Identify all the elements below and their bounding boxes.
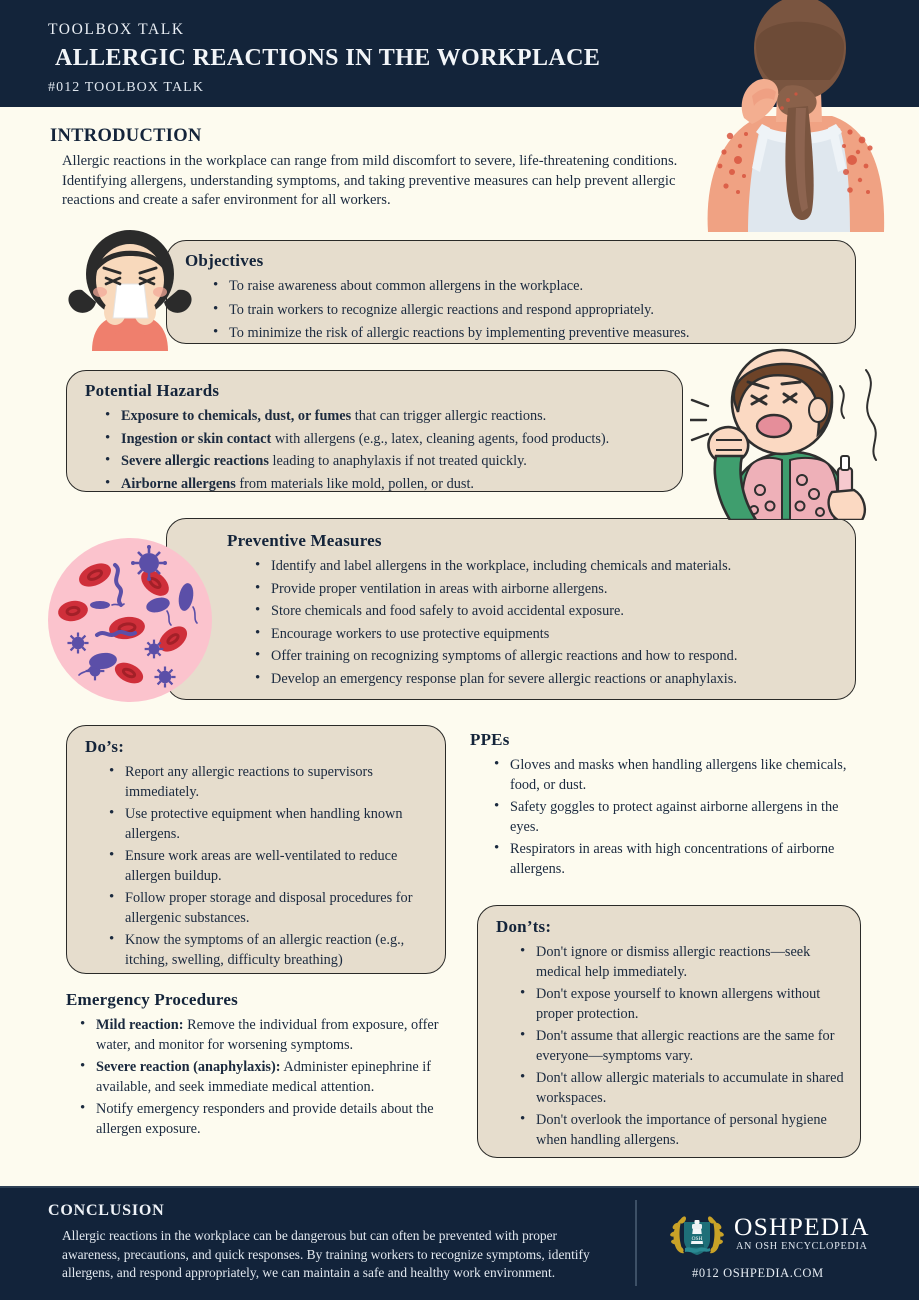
list-item-lead: Ingestion or skin contact	[121, 430, 272, 447]
list-item-lead: Exposure to chemicals, dust, or fumes	[121, 408, 352, 424]
ppes-title: PPEs	[470, 730, 510, 749]
footer-vertical-divider	[635, 1200, 637, 1286]
preventive-measures-title: Preventive Measures	[227, 531, 382, 550]
dos-list	[103, 763, 429, 970]
emergency-procedures-list	[74, 1016, 466, 1139]
conclusion-heading: CONCLUSION	[48, 1202, 165, 1219]
blood-cells-and-allergens-circle-illustration	[45, 535, 215, 705]
list-item: • Severe reaction (anaphylaxis): Administer epinephrine if available, and seek immediate medical attention.	[74, 1058, 466, 1097]
list-item: • To train workers to recognize allergic reactions and respond appropriately.	[207, 301, 839, 321]
list-item-lead: Severe allergic reactions	[121, 453, 269, 469]
list-item: • Mild reaction: Remove the individual from exposure, offer water, and monitor for worsening symptoms.	[74, 1016, 466, 1055]
potential-hazards-title: Potential Hazards	[85, 381, 220, 400]
footer-divider-top	[0, 1186, 919, 1188]
list-item-lead: Airborne allergens	[121, 475, 236, 492]
lighthouse-laurel-emblem-icon	[666, 1210, 728, 1258]
list-item: • Develop an emergency response plan for severe allergic reactions or anaphylaxis.	[249, 670, 839, 690]
girl-sneezing-into-tissue-illustration	[62, 226, 198, 351]
emergency-procedures-section	[66, 990, 466, 1142]
list-item: • To minimize the risk of allergic reactions by implementing preventive measures.	[207, 324, 839, 344]
list-item: • Don't ignore or dismiss allergic reactions—seek medical help immediately.	[514, 943, 846, 982]
objectives-title: Objectives	[185, 251, 264, 270]
introduction-body: Allergic reactions in the workplace can range from mild discomfort to severe, life-threatening conditions. Identifying allergens, understanding symptoms, and taking preventive measures can help prevent allergic reactions and create a safer environment for all workers.	[62, 153, 678, 208]
dos-card	[66, 725, 446, 974]
ppes-list	[488, 756, 860, 879]
list-item: • Gloves and masks when handling allergens like chemicals, food, or dust.	[488, 756, 860, 795]
list-item: • Ensure work areas are well-ventilated to reduce allergen buildup.	[103, 847, 429, 886]
list-item-lead: Mild reaction:	[96, 1017, 184, 1033]
oshpedia-logo	[666, 1210, 886, 1290]
emergency-procedures-title: Emergency Procedures	[66, 990, 238, 1009]
list-item: • Report any allergic reactions to supervisors immediately.	[103, 763, 429, 802]
svg-text:OSH: OSH	[691, 1236, 703, 1242]
list-item: • Follow proper storage and disposal procedures for allergenic substances.	[103, 889, 429, 928]
list-item: • Offer training on recognizing symptoms of allergic reactions and how to respond.	[249, 647, 839, 667]
list-item: • Safety goggles to protect against airborne allergens in the eyes.	[488, 798, 860, 837]
preventive-measures-card	[166, 518, 856, 700]
header-kicker: TOOLBOX TALK	[48, 21, 185, 38]
brand-name: OSHPEDIA	[734, 1212, 870, 1241]
objectives-card	[166, 240, 856, 344]
woman-with-skin-rash-illustration	[700, 0, 915, 232]
list-item: • Don't expose yourself to known allergens without proper protection.	[514, 985, 846, 1024]
potential-hazards-list	[99, 407, 668, 494]
list-item: • Know the symptoms of an allergic reaction (e.g., itching, swelling, difficulty breathing)	[103, 931, 429, 970]
list-item: • Exposure to chemicals, dust, or fumes that can trigger allergic reactions.	[99, 407, 668, 427]
list-item: • Respirators in areas with high concentrations of airborne allergens.	[488, 840, 860, 879]
list-item: • Identify and label allergens in the workplace, including chemicals and materials.	[249, 557, 839, 577]
page-title: ALLERGIC REACTIONS IN THE WORKPLACE	[55, 45, 601, 71]
donts-list	[514, 943, 846, 1150]
list-item-lead: Severe reaction (anaphylaxis):	[96, 1059, 281, 1075]
list-item: • Don't overlook the importance of personal hygiene when handling allergens.	[514, 1111, 846, 1150]
page-footer	[0, 1186, 919, 1300]
dos-title: Do’s:	[85, 737, 125, 756]
list-item: • Airborne allergens from materials like mold, pollen, or dust.	[99, 475, 668, 495]
brand-tagline: AN OSH ENCYCLOPEDIA	[736, 1241, 868, 1252]
list-item: • Use protective equipment when handling known allergens.	[103, 805, 429, 844]
list-item: • Store chemicals and food safely to avoid accidental exposure.	[249, 602, 839, 622]
introduction-heading: INTRODUCTION	[50, 126, 202, 146]
objectives-list	[207, 277, 839, 344]
list-item: • Notify emergency responders and provide details about the allergen exposure.	[74, 1100, 466, 1139]
list-item: • Encourage workers to use protective equipments	[249, 625, 839, 645]
potential-hazards-card	[66, 370, 683, 492]
preventive-measures-list	[249, 557, 839, 689]
list-item: • Provide proper ventilation in areas with airborne allergens.	[249, 580, 839, 600]
list-item: • Don't allow allergic materials to accumulate in shared workspaces.	[514, 1069, 846, 1108]
ppes-section	[470, 730, 860, 882]
person-coughing-with-inhaler-illustration	[690, 340, 890, 520]
conclusion-body: Allergic reactions in the workplace can be dangerous but can often be prevented with proper awareness, precautions, and quick responses. By training workers to recognize symptoms, identify allergens, and respond appropriately, we can maintain a safe and healthy work environment.	[62, 1228, 590, 1280]
list-item: • To raise awareness about common allergens in the workplace.	[207, 277, 839, 297]
list-item: • Ingestion or skin contact with allergens (e.g., latex, cleaning agents, food products).	[99, 430, 668, 450]
header-subtitle: #012 TOOLBOX TALK	[48, 80, 205, 95]
brand-url: #012 OSHPEDIA.COM	[692, 1266, 824, 1280]
donts-card	[477, 905, 861, 1158]
list-item: • Severe allergic reactions leading to anaphylaxis if not treated quickly.	[99, 452, 668, 472]
list-item: • Don't assume that allergic reactions are the same for everyone—symptoms vary.	[514, 1027, 846, 1066]
donts-title: Don’ts:	[496, 917, 552, 936]
